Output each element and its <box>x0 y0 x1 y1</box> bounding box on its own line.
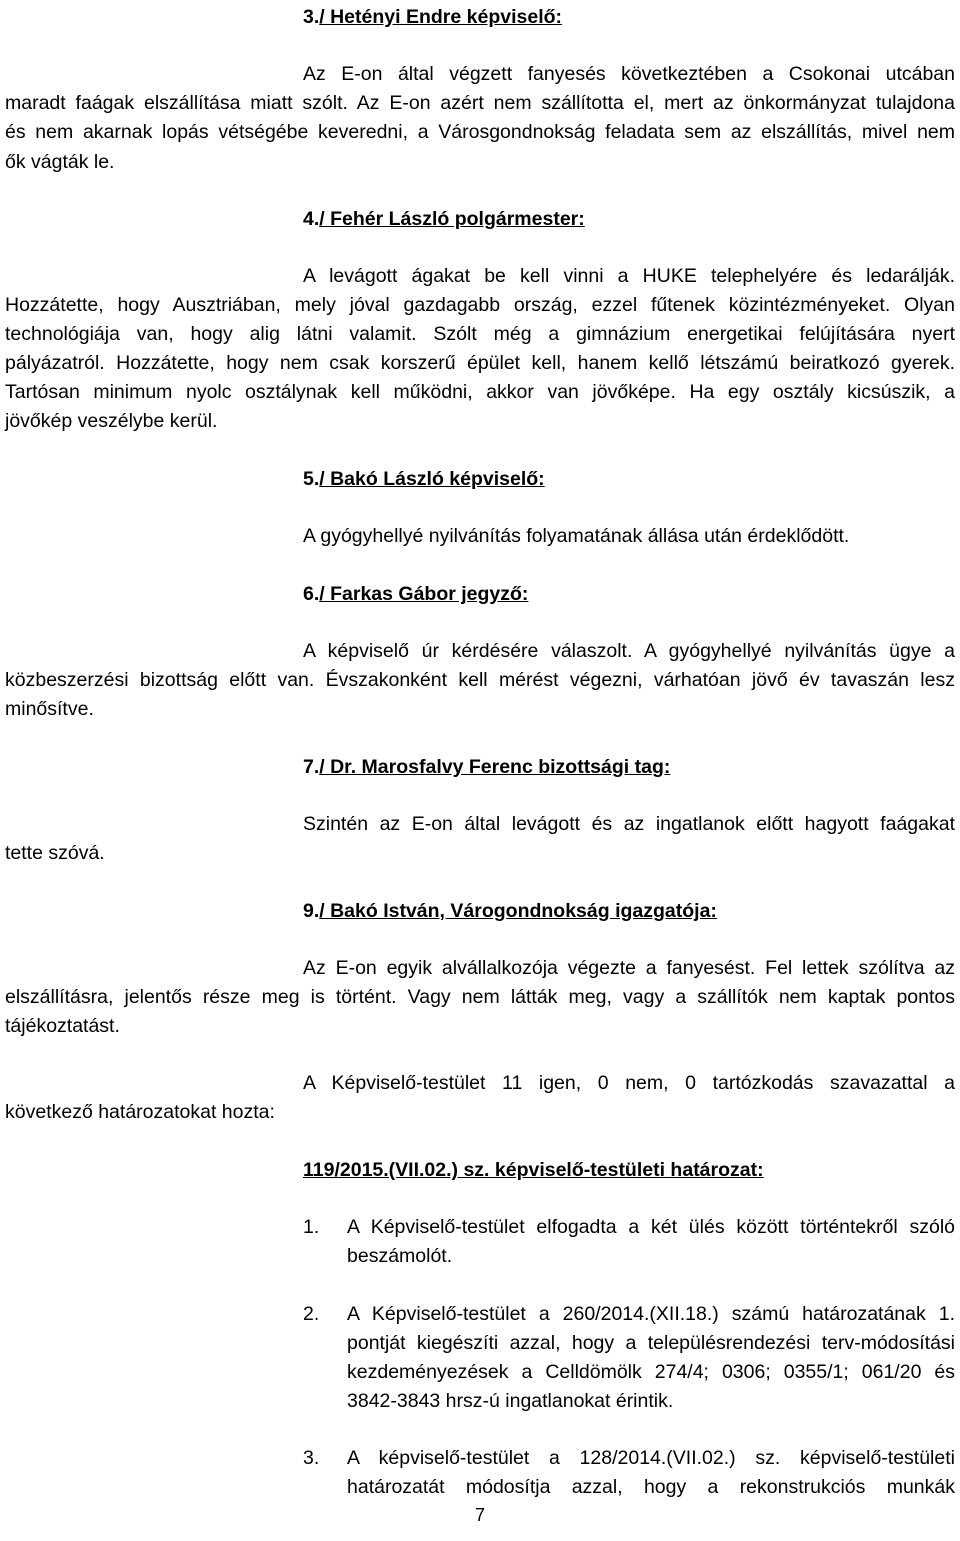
section-9-text-line: elszállításra, jelentős része meg is történt. Vagy nem látták meg, vagy a szállítók nem kaptak pontos <box>5 986 955 1008</box>
page-number: 7 <box>474 1505 485 1525</box>
section-3-heading: 3./ Hetényi Endre képviselő: <box>303 6 563 28</box>
resolution-item-line: A Képviselő-testület a 260/2014.(XII.18.) számú határozatának 1. <box>347 1303 955 1325</box>
section-3-text-line: Az E-on által végzett fanyesés következtében a Csokonai utcában <box>303 63 955 85</box>
section-4-text-line: pályázatról. Hozzátette, hogy nem csak korszerű épület kell, hanem kellő létszámú beiratkozó gyerek. <box>5 352 955 374</box>
resolution-item-line: kezdeményezések a Celldömölk 274/4; 0306; 0355/1; 061/20 és <box>347 1361 955 1383</box>
section-4-text-line: A levágott ágakat be kell vinni a HUKE telephelyére és ledarálják. <box>303 265 955 287</box>
section-6-text-line: A képviselő úr kérdésére válaszolt. A gyógyhellyé nyilvánítás ügye a <box>303 640 955 662</box>
section-9-text-line: Az E-on egyik alvállalkozója végezte a fanyesést. Fel lettek szólítva az <box>303 957 955 979</box>
vote-text-line: következő határozatokat hozta: <box>5 1101 275 1123</box>
section-5-text-line: A gyógyhellyé nyilvánítás folyamatának állása után érdeklődött. <box>303 525 850 547</box>
section-4-text-line: technológiája van, hogy alig látni valamit. Szólt még a gimnázium energetikai felújítására nyert <box>5 323 955 345</box>
section-6-text-line: minősítve. <box>5 698 94 720</box>
resolution-item-number: 3. <box>303 1447 320 1469</box>
resolution-item-number: 1. <box>303 1216 320 1238</box>
section-3-text-line: maradt faágak elszállítása miatt szólt. Az E-on azért nem szállította el, mert az önkormányzat tulajdona <box>5 92 955 114</box>
resolution-item-line: A képviselő-testület a 128/2014.(VII.02.) sz. képviselő-testületi <box>347 1447 955 1469</box>
section-6-heading: 6./ Farkas Gábor jegyző: <box>303 583 529 605</box>
resolution-item-line: beszámolót. <box>347 1245 453 1267</box>
section-5-heading: 5./ Bakó László képviselő: <box>303 468 545 490</box>
section-9-heading: 9./ Bakó István, Várogondnokság igazgatója: <box>303 900 717 922</box>
section-7-text-line: tette szóvá. <box>5 842 105 864</box>
section-7-text-line: Szintén az E-on által levágott és az ingatlanok előtt hagyott faágakat <box>303 813 955 835</box>
resolution-item-line: határozatát módosítja azzal, hogy a rekonstrukciós munkák <box>347 1476 955 1498</box>
resolution-item-line: pontját kiegészíti azzal, hogy a településrendezési terv-módosítási <box>347 1332 955 1354</box>
resolution-item-line: A Képviselő-testület elfogadta a két ülés között történtekről szóló <box>347 1216 955 1238</box>
section-3-text-line: és nem akarnak lopás vétségébe keveredni, a Városgondnokság feladata sem az elszállítás, mivel nem <box>5 121 955 143</box>
section-4-text-line: Tartósan minimum nyolc osztálynak kell működni, akkor van jövőképe. Ha egy osztály kicsúszik, a <box>5 381 955 403</box>
resolution-item-line: 3842-3843 hrsz-ú ingatlanokat érintik. <box>347 1390 674 1412</box>
section-6-text-line: közbeszerzési bizottság előtt van. Évszakonként kell mérést végezni, várhatóan jövő év tavaszán lesz <box>5 669 955 691</box>
section-3-text-line: ők vágták le. <box>5 151 115 173</box>
resolution-item-number: 2. <box>303 1303 320 1325</box>
vote-text-line: A Képviselő-testület 11 igen, 0 nem, 0 tartózkodás szavazattal a <box>303 1072 955 1094</box>
section-4-text-line: Hozzátette, hogy Ausztriában, mely jóval gazdagabb ország, ezzel fűtenek közintézményeket. Olyan <box>5 294 955 316</box>
section-7-heading: 7./ Dr. Marosfalvy Ferenc bizottsági tag: <box>303 756 671 778</box>
section-4-text-line: jövőkép veszélybe kerül. <box>5 410 218 432</box>
resolution-title: 119/2015.(VII.02.) sz. képviselő-testületi határozat: <box>303 1159 764 1181</box>
section-9-text-line: tájékoztatást. <box>5 1015 120 1037</box>
section-4-heading: 4./ Fehér László polgármester: <box>303 208 585 230</box>
